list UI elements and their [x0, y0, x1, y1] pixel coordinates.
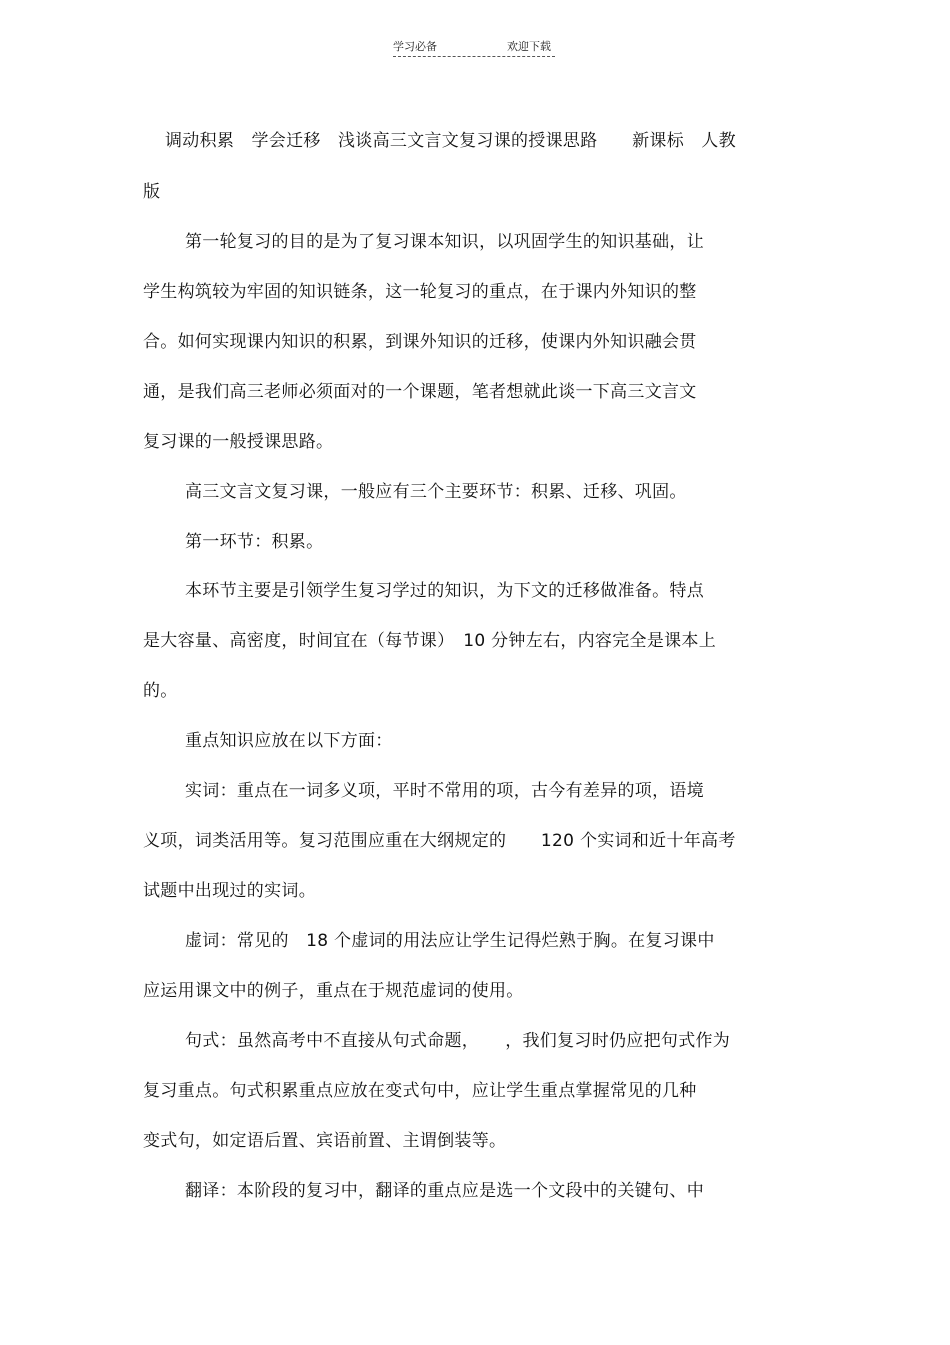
paragraph-line: 高三文言文复习课，一般应有三个主要环节：积累、迁移、巩固。	[185, 482, 687, 502]
paragraph-line: 本环节主要是引领学生复习学过的知识，为下文的迁移做准备。特点	[185, 581, 704, 601]
paragraph-line: 试题中出现过的实词。	[143, 881, 316, 901]
section-heading: 第一环节：积累。	[185, 532, 324, 552]
paragraph-line: 学生构筑较为牢固的知识链条，这一轮复习的重点，在于课内外知识的整	[143, 282, 697, 302]
paragraph-line: 翻译：本阶段的复习中，翻译的重点应是选一个文段中的关键句、中	[185, 1181, 704, 1201]
header-left-text: 学习必备	[393, 40, 437, 53]
paragraph-line: 复习重点。句式积累重点应放在变式句中，应让学生重点掌握常见的几种	[143, 1081, 697, 1101]
paragraph-line: 应运用课文中的例子，重点在于规范虚词的使用。	[143, 981, 524, 1001]
paragraph-line: 变式句，如定语后置、宾语前置、主谓倒装等。	[143, 1131, 507, 1151]
paragraph-line: 实词：重点在一词多义项，平时不常用的项，古今有差异的项，语境	[185, 781, 704, 801]
paragraph-line: 合。如何实现课内知识的积累，到课外知识的迁移，使课内外知识融会贯	[143, 332, 697, 352]
article-title-continuation: 版	[143, 182, 161, 202]
paragraph-line: 虚词：常见的 18 个虚词的用法应让学生记得烂熟于胸。在复习课中	[185, 931, 715, 951]
paragraph-line: 通，是我们高三老师必须面对的一个课题，笔者想就此谈一下高三文言文	[143, 382, 697, 402]
paragraph-line: 第一轮复习的目的是为了复习课本知识，以巩固学生的知识基础，让	[185, 232, 704, 252]
paragraph-line: 重点知识应放在以下方面：	[185, 731, 393, 751]
article-title-line: 调动积累 学会迁移 浅谈高三文言文复习课的授课思路 新课标 人教	[165, 131, 736, 151]
paragraph-line: 是大容量、高密度，时间宜在（每节课） 10 分钟左右，内容完全是课本上	[143, 631, 717, 651]
paragraph-line: 义项，词类活用等。复习范围应重在大纲规定的 120 个实词和近十年高考	[143, 831, 736, 851]
paragraph-line: 复习课的一般授课思路。	[143, 432, 334, 452]
paragraph-line: 句式：虽然高考中不直接从句式命题， ，我们复习时仍应把句式作为	[185, 1031, 731, 1051]
page-header	[393, 40, 555, 57]
paragraph-line: 的。	[143, 681, 178, 701]
header-right-text: 欢迎下载	[507, 40, 551, 53]
